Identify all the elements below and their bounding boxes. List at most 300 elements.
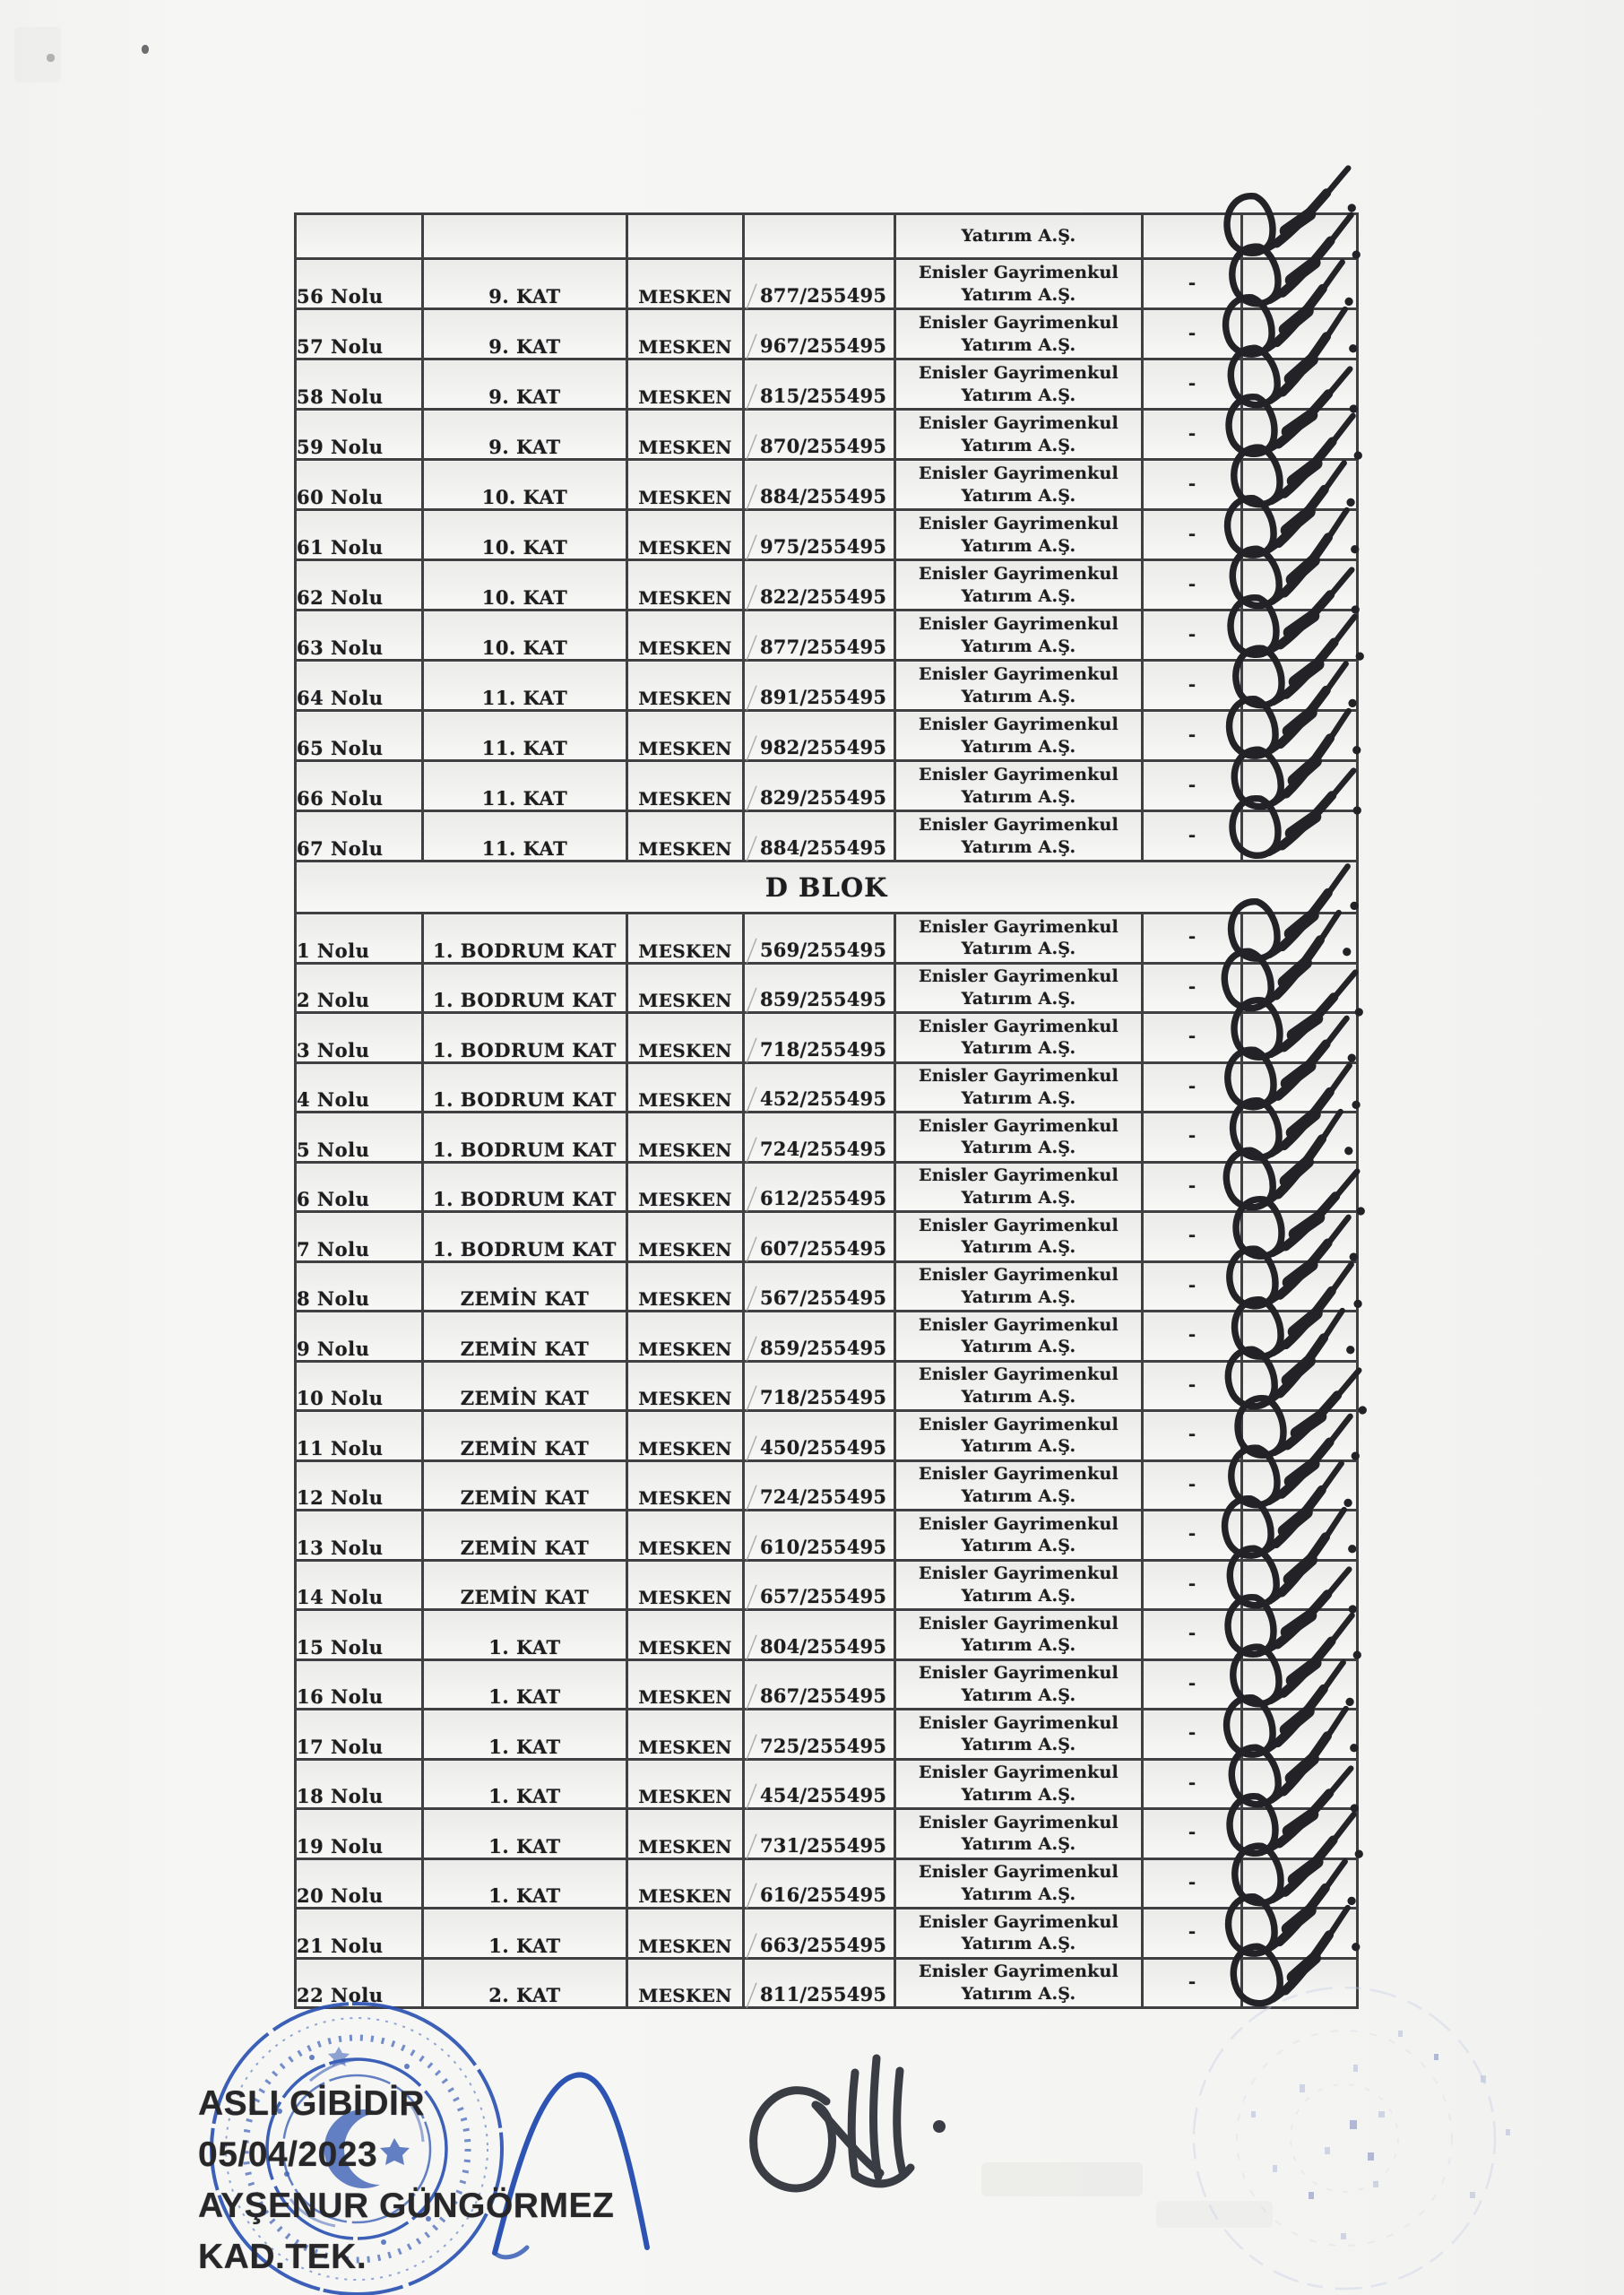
unit-cell: 22 Nolu	[296, 1958, 423, 2008]
section-title: D BLOK	[764, 871, 888, 903]
share-cell	[744, 1909, 895, 1959]
share-value: 610/255495	[760, 1535, 887, 1558]
owner-cell: Enisler Gayrimenkul Yatırım A.Ş.	[895, 1212, 1143, 1262]
note-cell	[1143, 1759, 1242, 1809]
owner-cell: Enisler Gayrimenkul Yatırım A.Ş.	[895, 1958, 1143, 2008]
unit-cell: 19 Nolu	[296, 1809, 423, 1859]
table-row	[296, 1858, 1358, 1909]
share-cell	[744, 1361, 895, 1411]
pencil-tick-icon: ╱	[747, 735, 757, 761]
note-dash: -	[1188, 572, 1196, 594]
note-dash: -	[1188, 723, 1196, 745]
signature-cell	[1242, 1212, 1358, 1262]
note-cell	[1143, 1013, 1242, 1063]
signature-cell	[1242, 711, 1358, 761]
owner-cell: Enisler Gayrimenkul Yatırım A.Ş.	[895, 510, 1143, 560]
signature-cell	[1242, 914, 1358, 964]
table-row	[296, 1312, 1358, 1362]
share-value: 616/255495	[760, 1884, 887, 1906]
unit-cell: 56 Nolu	[296, 259, 423, 309]
note-dash: -	[1188, 522, 1196, 544]
table-row	[296, 1511, 1358, 1561]
unit-cell: 58 Nolu	[296, 359, 423, 410]
note-cell	[1143, 309, 1242, 359]
share-value: 450/255495	[760, 1435, 887, 1459]
share-cell	[744, 1610, 895, 1660]
note-cell	[1143, 1212, 1242, 1262]
scan-smudge	[14, 27, 61, 82]
note-cell	[1143, 1710, 1242, 1760]
type-cell: MESKEN	[627, 259, 744, 309]
table-row	[296, 963, 1358, 1013]
faint-stamp-icon	[1165, 1977, 1542, 2295]
share-value: 607/255495	[760, 1236, 887, 1260]
owner-cell: Enisler Gayrimenkul Yatırım A.Ş.	[895, 1759, 1143, 1809]
scan-smudge	[981, 2162, 1143, 2196]
signature-cell	[1242, 811, 1358, 862]
table-row	[296, 914, 1358, 964]
table-row	[296, 711, 1358, 761]
owner-cell: Enisler Gayrimenkul Yatırım A.Ş.	[895, 359, 1143, 410]
share-value: 612/255495	[760, 1187, 887, 1209]
share-cell	[744, 214, 895, 259]
share-cell	[744, 611, 895, 661]
owner-cell: Enisler Gayrimenkul Yatırım A.Ş.	[895, 460, 1143, 510]
signature-cell	[1242, 410, 1358, 460]
note-cell	[1143, 1361, 1242, 1411]
pencil-tick-icon: ╱	[747, 1286, 757, 1312]
note-cell	[1143, 1511, 1242, 1561]
owner-cell: Enisler Gayrimenkul Yatırım A.Ş.	[895, 1560, 1143, 1610]
unit-cell: 14 Nolu	[296, 1560, 423, 1610]
unit-cell: 9 Nolu	[296, 1312, 423, 1362]
table-row	[296, 1610, 1358, 1660]
certification-date: 05/04/2023	[198, 2135, 378, 2174]
type-cell: MESKEN	[627, 1312, 744, 1362]
owner-cell: Enisler Gayrimenkul Yatırım A.Ş.	[895, 1013, 1143, 1063]
note-cell	[1143, 1909, 1242, 1959]
note-dash: -	[1188, 1572, 1196, 1594]
share-value: 822/255495	[760, 585, 887, 608]
owner-cell: Enisler Gayrimenkul Yatırım A.Ş.	[895, 1361, 1143, 1411]
owner-cell: Enisler Gayrimenkul Yatırım A.Ş.	[895, 410, 1143, 460]
certified-copy-label: ASLI GİBİDİR	[198, 2084, 426, 2123]
note-cell	[1143, 1460, 1242, 1511]
unit-cell: 12 Nolu	[296, 1460, 423, 1511]
note-dash: -	[1188, 1870, 1196, 1892]
share-cell	[744, 914, 895, 964]
type-cell: MESKEN	[627, 359, 744, 410]
floor-cell: ZEMİN KAT	[423, 1560, 627, 1610]
owner-cell: Enisler Gayrimenkul Yatırım A.Ş.	[895, 661, 1143, 711]
unit-cell: 61 Nolu	[296, 510, 423, 560]
type-cell: MESKEN	[627, 711, 744, 761]
note-dash: -	[1188, 421, 1196, 444]
note-dash: -	[1188, 925, 1196, 948]
table-row	[296, 1560, 1358, 1610]
owner-cell: Enisler Gayrimenkul Yatırım A.Ş.	[895, 811, 1143, 862]
owner-cell: Enisler Gayrimenkul Yatırım A.Ş.	[895, 1062, 1143, 1113]
note-dash: -	[1188, 622, 1196, 645]
note-cell	[1143, 1659, 1242, 1710]
note-dash: -	[1188, 773, 1196, 795]
owner-cell: Enisler Gayrimenkul Yatırım A.Ş.	[895, 611, 1143, 661]
type-cell: MESKEN	[627, 1909, 744, 1959]
owner-cell: Enisler Gayrimenkul Yatırım A.Ş.	[895, 259, 1143, 309]
table-row	[296, 560, 1358, 611]
type-cell: MESKEN	[627, 1958, 744, 2008]
pencil-tick-icon: ╱	[747, 1832, 757, 1859]
signature-cell	[1242, 259, 1358, 309]
note-dash: -	[1188, 1970, 1196, 1992]
share-value: 982/255495	[760, 736, 887, 758]
table-row	[296, 1659, 1358, 1710]
unit-cell: 59 Nolu	[296, 410, 423, 460]
table-row	[296, 611, 1358, 661]
floor-cell	[423, 214, 627, 259]
table-row	[296, 811, 1358, 862]
share-value: 884/255495	[760, 836, 887, 859]
owner-cell: Enisler Gayrimenkul Yatırım A.Ş.	[895, 1312, 1143, 1362]
signature-cell	[1242, 1659, 1358, 1710]
table-row	[296, 1361, 1358, 1411]
unit-cell: 2 Nolu	[296, 963, 423, 1013]
floor-cell: 9. KAT	[423, 309, 627, 359]
signature-cell	[1242, 1560, 1358, 1610]
pencil-tick-icon: ╱	[747, 1932, 757, 1959]
type-cell: MESKEN	[627, 811, 744, 862]
note-dash: -	[1188, 321, 1196, 343]
table-row	[296, 359, 1358, 410]
share-value: 975/255495	[760, 535, 887, 558]
table-row	[296, 259, 1358, 309]
share-cell	[744, 1062, 895, 1113]
pencil-tick-icon: ╱	[747, 1136, 757, 1163]
note-dash: -	[1188, 1173, 1196, 1196]
owner-cell: Enisler Gayrimenkul Yatırım A.Ş.	[895, 309, 1143, 359]
type-cell: MESKEN	[627, 1261, 744, 1312]
floor-cell: 1. BODRUM KAT	[423, 1212, 627, 1262]
owner-cell: Enisler Gayrimenkul Yatırım A.Ş.	[895, 560, 1143, 611]
share-value: 567/255495	[760, 1286, 887, 1309]
unit-cell: 17 Nolu	[296, 1710, 423, 1760]
note-dash: -	[1188, 1671, 1196, 1693]
note-dash: -	[1188, 271, 1196, 293]
pencil-tick-icon: ╱	[747, 1783, 757, 1809]
note-cell	[1143, 1162, 1242, 1212]
share-value: 454/255495	[760, 1784, 887, 1806]
share-cell	[744, 309, 895, 359]
type-cell: MESKEN	[627, 1113, 744, 1163]
floor-cell: 1. KAT	[423, 1610, 627, 1660]
type-cell: MESKEN	[627, 611, 744, 661]
note-cell	[1143, 761, 1242, 811]
floor-cell: 11. KAT	[423, 811, 627, 862]
share-value: 967/255495	[760, 334, 887, 357]
signature-cell	[1242, 1909, 1358, 1959]
signature-cell	[1242, 1361, 1358, 1411]
floor-cell: ZEMİN KAT	[423, 1361, 627, 1411]
share-value: 452/255495	[760, 1087, 887, 1110]
floor-cell: 1. KAT	[423, 1759, 627, 1809]
note-dash: -	[1188, 1920, 1196, 1943]
note-dash: -	[1188, 1224, 1196, 1246]
unit-cell: 21 Nolu	[296, 1909, 423, 1959]
share-value: 724/255495	[760, 1137, 887, 1160]
share-value: 870/255495	[760, 435, 887, 457]
floor-cell: 1. BODRUM KAT	[423, 914, 627, 964]
pencil-tick-icon: ╱	[747, 937, 757, 964]
note-cell	[1143, 560, 1242, 611]
unit-cell: 57 Nolu	[296, 309, 423, 359]
unit-cell: 10 Nolu	[296, 1361, 423, 1411]
unit-cell: 11 Nolu	[296, 1411, 423, 1461]
share-value: 569/255495	[760, 938, 887, 961]
signature-cell	[1242, 560, 1358, 611]
owner-cell: Enisler Gayrimenkul Yatırım A.Ş.	[895, 1809, 1143, 1859]
pencil-tick-icon: ╱	[747, 987, 757, 1013]
signature-cell	[1242, 761, 1358, 811]
type-cell: MESKEN	[627, 1361, 744, 1411]
unit-cell: 15 Nolu	[296, 1610, 423, 1660]
unit-cell: 8 Nolu	[296, 1261, 423, 1312]
type-cell: MESKEN	[627, 1710, 744, 1760]
note-dash: -	[1188, 1472, 1196, 1494]
pencil-tick-icon: ╱	[747, 434, 757, 460]
type-cell: MESKEN	[627, 1062, 744, 1113]
share-value: 663/255495	[760, 1933, 887, 1956]
note-dash: -	[1188, 1423, 1196, 1445]
unit-cell: 7 Nolu	[296, 1212, 423, 1262]
unit-cell: 62 Nolu	[296, 560, 423, 611]
pencil-tick-icon: ╱	[747, 1883, 757, 1909]
note-dash: -	[1188, 1622, 1196, 1644]
floor-cell: 1. BODRUM KAT	[423, 963, 627, 1013]
share-cell	[744, 761, 895, 811]
table-row	[296, 410, 1358, 460]
note-cell	[1143, 1113, 1242, 1163]
share-value: 884/255495	[760, 485, 887, 507]
share-value: 877/255495	[760, 284, 887, 307]
note-cell	[1143, 410, 1242, 460]
pencil-tick-icon: ╱	[747, 1633, 757, 1660]
unit-cell: 1 Nolu	[296, 914, 423, 964]
share-value: 718/255495	[760, 1386, 887, 1408]
unit-cell: 3 Nolu	[296, 1013, 423, 1063]
note-dash: -	[1188, 1373, 1196, 1395]
unit-cell: 60 Nolu	[296, 460, 423, 510]
note-dash: -	[1188, 1821, 1196, 1843]
note-dash: -	[1188, 672, 1196, 695]
table-row	[296, 1411, 1358, 1461]
pencil-tick-icon: ╱	[747, 1584, 757, 1610]
owner-cell: Enisler Gayrimenkul Yatırım A.Ş.	[895, 963, 1143, 1013]
owner-continuation-line: Yatırım A.Ş.	[961, 226, 1076, 247]
floor-cell: ZEMİN KAT	[423, 1312, 627, 1362]
share-cell	[744, 1212, 895, 1262]
signature-cell	[1242, 1710, 1358, 1760]
signature-cell	[1242, 1013, 1358, 1063]
share-cell	[744, 1013, 895, 1063]
share-cell	[744, 1659, 895, 1710]
pencil-tick-icon: ╱	[747, 1235, 757, 1262]
unit-cell: 64 Nolu	[296, 661, 423, 711]
share-cell	[744, 1162, 895, 1212]
unit-cell: 16 Nolu	[296, 1659, 423, 1710]
pencil-tick-icon: ╱	[747, 635, 757, 661]
floor-cell: 10. KAT	[423, 510, 627, 560]
unit-cell: 66 Nolu	[296, 761, 423, 811]
pencil-tick-icon: ╱	[747, 484, 757, 510]
owner-cell: Enisler Gayrimenkul Yatırım A.Ş.	[895, 711, 1143, 761]
unit-cell	[296, 214, 423, 259]
type-cell: MESKEN	[627, 1511, 744, 1561]
note-dash: -	[1188, 1323, 1196, 1346]
note-dash: -	[1188, 974, 1196, 997]
floor-cell: 10. KAT	[423, 560, 627, 611]
section-header-cell	[296, 862, 1358, 914]
floor-cell: 1. KAT	[423, 1858, 627, 1909]
note-cell	[1143, 359, 1242, 410]
note-cell	[1143, 460, 1242, 510]
signature-cell	[1242, 611, 1358, 661]
floor-cell: 1. BODRUM KAT	[423, 1062, 627, 1113]
pencil-tick-icon: ╱	[747, 836, 757, 862]
note-dash: -	[1188, 823, 1196, 845]
owner-cell	[895, 214, 1143, 259]
note-dash: -	[1188, 1771, 1196, 1793]
pencil-tick-icon: ╱	[747, 1485, 757, 1511]
share-cell	[744, 1312, 895, 1362]
type-cell: MESKEN	[627, 1212, 744, 1262]
pencil-tick-icon: ╱	[747, 384, 757, 410]
type-cell: MESKEN	[627, 510, 744, 560]
share-value: 867/255495	[760, 1684, 887, 1707]
share-value: 724/255495	[760, 1485, 887, 1508]
table-row	[296, 1062, 1358, 1113]
share-cell	[744, 1858, 895, 1909]
note-cell	[1143, 963, 1242, 1013]
share-value: 859/255495	[760, 1336, 887, 1359]
note-dash: -	[1188, 1721, 1196, 1744]
signature-cell	[1242, 460, 1358, 510]
table-row	[296, 1809, 1358, 1859]
share-cell	[744, 1411, 895, 1461]
signature-cell	[1242, 214, 1358, 259]
note-dash: -	[1188, 1522, 1196, 1545]
floor-cell: ZEMİN KAT	[423, 1261, 627, 1312]
floor-cell: 9. KAT	[423, 410, 627, 460]
pencil-tick-icon: ╱	[747, 1434, 757, 1461]
owner-cell: Enisler Gayrimenkul Yatırım A.Ş.	[895, 1610, 1143, 1660]
share-cell	[744, 1113, 895, 1163]
type-cell: MESKEN	[627, 1162, 744, 1212]
pencil-tick-icon: ╱	[747, 333, 757, 359]
type-cell: MESKEN	[627, 1809, 744, 1859]
note-dash: -	[1188, 371, 1196, 394]
share-cell	[744, 1460, 895, 1511]
signature-cell	[1242, 1858, 1358, 1909]
pencil-tick-icon: ╱	[747, 1684, 757, 1710]
owner-cell: Enisler Gayrimenkul Yatırım A.Ş.	[895, 1909, 1143, 1959]
type-cell: MESKEN	[627, 1560, 744, 1610]
share-cell	[744, 510, 895, 560]
pencil-tick-icon: ╱	[747, 283, 757, 309]
signature-cell	[1242, 1162, 1358, 1212]
unit-cell: 5 Nolu	[296, 1113, 423, 1163]
share-value: 725/255495	[760, 1734, 887, 1757]
certifier-title: KAD.TEK.	[198, 2238, 367, 2276]
pencil-tick-icon: ╱	[747, 785, 757, 811]
type-cell: MESKEN	[627, 761, 744, 811]
share-cell	[744, 1261, 895, 1312]
note-cell	[1143, 1809, 1242, 1859]
note-dash: -	[1188, 1124, 1196, 1147]
type-cell: MESKEN	[627, 309, 744, 359]
share-cell	[744, 661, 895, 711]
floor-cell: 1. KAT	[423, 1909, 627, 1959]
note-dash: -	[1188, 1025, 1196, 1047]
share-cell	[744, 711, 895, 761]
share-cell	[744, 1759, 895, 1809]
unit-cell: 63 Nolu	[296, 611, 423, 661]
signature-cell	[1242, 1062, 1358, 1113]
share-cell	[744, 359, 895, 410]
share-value: 859/255495	[760, 988, 887, 1010]
owner-cell: Enisler Gayrimenkul Yatırım A.Ş.	[895, 761, 1143, 811]
floor-cell: 2. KAT	[423, 1958, 627, 2008]
owner-cell: Enisler Gayrimenkul Yatırım A.Ş.	[895, 1710, 1143, 1760]
floor-cell: ZEMİN KAT	[423, 1411, 627, 1461]
type-cell: MESKEN	[627, 560, 744, 611]
scan-speck	[142, 45, 149, 54]
note-dash: -	[1188, 1273, 1196, 1295]
floor-cell: ZEMİN KAT	[423, 1460, 627, 1511]
owner-cell: Enisler Gayrimenkul Yatırım A.Ş.	[895, 914, 1143, 964]
table-row	[296, 1162, 1358, 1212]
signature-cell	[1242, 1113, 1358, 1163]
type-cell: MESKEN	[627, 1013, 744, 1063]
unit-cell: 67 Nolu	[296, 811, 423, 862]
note-cell	[1143, 510, 1242, 560]
owner-cell: Enisler Gayrimenkul Yatırım A.Ş.	[895, 1162, 1143, 1212]
pencil-tick-icon: ╱	[747, 585, 757, 611]
pencil-tick-icon: ╱	[747, 1036, 757, 1063]
share-value: 657/255495	[760, 1585, 887, 1607]
signature-cell	[1242, 963, 1358, 1013]
table-row	[296, 1460, 1358, 1511]
floor-cell: 11. KAT	[423, 761, 627, 811]
note-cell	[1143, 711, 1242, 761]
units-table	[294, 212, 1359, 2009]
owner-cell: Enisler Gayrimenkul Yatırım A.Ş.	[895, 1113, 1143, 1163]
floor-cell: 11. KAT	[423, 711, 627, 761]
pencil-tick-icon: ╱	[747, 1385, 757, 1411]
note-cell	[1143, 611, 1242, 661]
note-dash: -	[1188, 1074, 1196, 1096]
unit-cell: 6 Nolu	[296, 1162, 423, 1212]
share-value: 877/255495	[760, 636, 887, 658]
type-cell: MESKEN	[627, 914, 744, 964]
note-cell	[1143, 661, 1242, 711]
share-value: 891/255495	[760, 686, 887, 708]
table-row	[296, 460, 1358, 510]
units-table-body	[296, 214, 1358, 2008]
floor-cell: 9. KAT	[423, 359, 627, 410]
type-cell: MESKEN	[627, 410, 744, 460]
pencil-tick-icon: ╱	[747, 685, 757, 711]
share-cell	[744, 1710, 895, 1760]
